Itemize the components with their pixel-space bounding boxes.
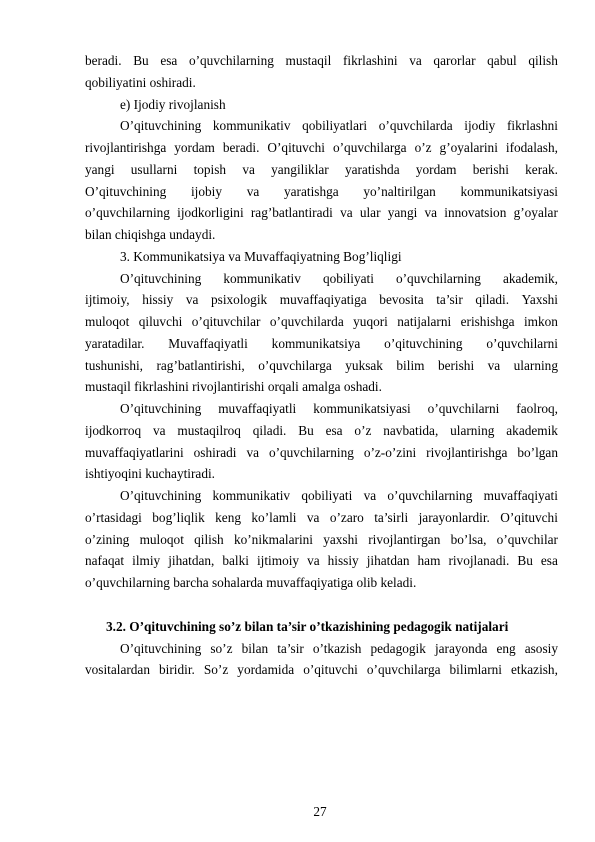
word: va <box>363 488 377 503</box>
paragraph-line: ishtiyoqini kuchaytiradi. <box>85 466 215 482</box>
word: bilan <box>241 640 269 656</box>
paragraph-line <box>85 289 558 311</box>
paragraph-line: qobiliyatini oshiradi. <box>85 74 196 90</box>
word: yaratishga <box>284 183 339 199</box>
word: va <box>340 205 353 221</box>
word: beradi. <box>222 140 260 155</box>
word: va <box>487 357 501 373</box>
word: akademik, <box>502 270 558 286</box>
word: hissiy <box>327 553 359 569</box>
word: ijodkorligini <box>177 205 244 221</box>
word: mustaqil <box>285 53 332 68</box>
paragraph-line: e) Ijodiy rivojlanish <box>120 96 226 112</box>
word: rivojlanadi. <box>448 553 510 569</box>
word: o’quvchilarda <box>378 118 453 134</box>
word: rag’batlantiradi <box>250 205 333 221</box>
word: bevosita <box>379 292 424 308</box>
word: bo’lsa, <box>450 531 487 547</box>
word: va <box>152 422 166 438</box>
word: ijtimoiy, <box>85 292 130 308</box>
word: erishishga <box>460 314 515 329</box>
word: muloqot <box>85 314 130 329</box>
word: Bu <box>298 422 314 438</box>
word: muvaffaqiyatlarini <box>85 444 184 460</box>
word: muvaffaqiyatli <box>218 401 297 416</box>
word: innovatsion <box>444 205 507 221</box>
paragraph-line <box>85 181 558 203</box>
word: berishi <box>437 357 475 373</box>
paragraph-line <box>85 115 558 137</box>
page-number: 27 <box>313 804 327 819</box>
paragraph-line <box>85 638 558 660</box>
word: o’z <box>414 140 432 155</box>
paragraph-line <box>85 529 558 551</box>
word: muloqot <box>139 531 184 547</box>
word: faolroq, <box>516 401 558 416</box>
word: yangi <box>387 205 418 221</box>
word: kommunikativ <box>212 488 291 503</box>
word: rivojlantirishga <box>85 140 167 155</box>
word: asosiy <box>524 640 558 656</box>
word: o’qituvchi <box>303 662 358 678</box>
word: ilmiy <box>132 553 161 569</box>
word: va <box>246 444 259 460</box>
word: ta’sirli <box>374 509 409 525</box>
word: imkon <box>523 314 558 329</box>
word: ham <box>417 553 441 569</box>
word: yuqori <box>353 314 388 329</box>
word: rivojlantirgan <box>368 531 441 547</box>
word: yordam <box>174 140 215 155</box>
word: kommunikativ <box>223 270 301 286</box>
word: navbatida, <box>383 422 439 438</box>
word: kommunikatsiyasi <box>460 183 558 199</box>
word: O’qituvchi <box>267 140 325 155</box>
paragraph-line <box>85 420 558 442</box>
paragraph-line <box>85 268 558 290</box>
word: yordamida <box>237 662 295 678</box>
word: berishi <box>472 161 509 177</box>
word: ko’nikmalarini <box>233 531 313 547</box>
word: ko’lamli <box>251 509 297 525</box>
word: bilim <box>396 357 425 373</box>
word: qiluvchi <box>138 314 183 329</box>
word: o’rtasidagi <box>85 509 142 525</box>
word: qiladi. <box>252 422 287 438</box>
word: keng <box>215 509 241 525</box>
word: o’quvchilarning <box>387 488 473 503</box>
paragraph-line <box>85 333 558 355</box>
word: g’oyalarini <box>439 140 498 155</box>
word: o’quvchilar <box>496 531 558 547</box>
word: Bu <box>133 53 149 68</box>
word: qilish <box>528 53 558 68</box>
paragraph-line <box>85 311 558 333</box>
word: muvaffaqiyatiga <box>279 292 367 308</box>
word: g’oyalar <box>513 205 558 221</box>
word: yangi <box>85 161 115 177</box>
word: jihatdan <box>366 553 410 569</box>
word: rivojlantirishga <box>426 444 508 460</box>
word: bilimlarni <box>449 662 502 678</box>
word: o’quvchilarning <box>268 444 354 460</box>
word: So’z <box>203 662 229 678</box>
word: o’quvchilarga <box>332 140 407 155</box>
word: vositalardan <box>85 662 150 678</box>
word: balki <box>222 553 249 569</box>
paragraph-line <box>85 442 558 464</box>
word: bog’liqlik <box>152 509 205 525</box>
word: yuksak <box>345 357 383 373</box>
word: tushunishi, <box>85 357 143 373</box>
word: yaratishda <box>344 161 400 177</box>
word: yo’naltirilgan <box>363 183 436 199</box>
word: va <box>185 292 199 308</box>
word: ijtimoiy <box>256 553 300 569</box>
word: O’qituvchining <box>120 270 202 286</box>
word: mustaqilroq <box>177 422 241 438</box>
word: qobiliyati <box>301 488 353 503</box>
word: etkazish, <box>511 662 558 678</box>
word: ijodiy <box>464 118 496 134</box>
word: Bu <box>517 553 533 569</box>
word: o’z-o’zini <box>363 444 417 460</box>
word: ularning <box>450 422 495 438</box>
word: beradi. <box>85 53 122 68</box>
word: o’tkazish <box>312 640 362 656</box>
word: o’z <box>354 422 372 438</box>
word: kerak. <box>525 161 558 177</box>
word: O’qituvchining <box>120 640 202 656</box>
word: biridir. <box>159 662 195 678</box>
word: hissiy <box>142 292 174 308</box>
word: qobiliyatlari <box>302 118 368 134</box>
word: kommunikatsiyasi <box>313 401 411 416</box>
word: esa <box>325 422 343 438</box>
word: akademik <box>506 422 558 438</box>
word: jarayonlardir. <box>418 509 490 525</box>
word: Yaxshi <box>521 292 558 308</box>
word: jarayonda <box>434 640 488 656</box>
word: fikrlashni <box>506 118 558 134</box>
word: esa <box>160 53 178 68</box>
paragraph-line <box>85 398 558 420</box>
word: va <box>409 53 422 68</box>
word: O’qituvchining <box>120 488 202 503</box>
paragraph-line: o’quvchilarning barcha sohalarda muvaffaqiyatiga olib keladi. <box>85 575 417 590</box>
word: O’qituvchining <box>85 183 167 199</box>
paragraph-line <box>85 659 558 681</box>
paragraph-line <box>85 485 558 507</box>
word: va <box>246 183 260 199</box>
word: o’qituvchining <box>384 335 463 351</box>
word: Muvaffaqiyatli <box>168 335 248 351</box>
word: va <box>306 509 320 525</box>
word: topish <box>193 161 227 177</box>
word: kommunikativ <box>212 118 291 134</box>
word: o’quvchilarning <box>85 205 170 221</box>
section-heading: 3.2. O’qituvchining so’z bilan ta’sir o’tkazishining pedagogik natijalari <box>106 618 509 634</box>
paragraph-line: 3. Kommunikatsiya va Muvaffaqiyatning Bog’liqligi <box>120 248 402 264</box>
section-spacer <box>85 594 558 616</box>
word: kommunikatsiya <box>271 335 361 351</box>
word: natijalarni <box>397 314 452 329</box>
word: ijodkorroq <box>85 422 142 438</box>
word: eng <box>496 640 516 656</box>
word: o’quvchilarning <box>395 270 481 286</box>
word: o’quvchilarni <box>486 335 558 351</box>
word: O’qituvchi <box>500 509 558 525</box>
paragraph-line <box>85 202 558 224</box>
word: muvaffaqiyati <box>483 488 558 503</box>
paragraph-line <box>85 355 558 377</box>
word: qarorlar <box>433 53 476 68</box>
word: o’quvchilarga <box>258 357 332 373</box>
word: pedagogik <box>370 640 426 656</box>
word: o’quvchilarning <box>188 53 274 68</box>
word: ular <box>359 205 381 221</box>
word: o’zining <box>85 531 130 547</box>
word: o’qituvchilar <box>191 314 261 329</box>
word: O’qituvchining <box>120 118 202 134</box>
word: yaratadilar. <box>85 335 145 351</box>
paragraph-line <box>85 550 558 572</box>
word: qilish <box>194 531 224 547</box>
word: yaxshi <box>323 531 358 547</box>
word: usullarni <box>130 161 178 177</box>
paragraph-line <box>85 507 558 529</box>
word: O’qituvchining <box>120 401 202 416</box>
word: psixologik <box>211 292 268 308</box>
word: bo’lgan <box>517 444 558 460</box>
word: yangiliklar <box>271 161 329 177</box>
word: ifodalash, <box>505 140 558 155</box>
word: yordam <box>415 161 457 177</box>
word: ularning <box>513 357 558 373</box>
word: rag’batlantirishi, <box>156 357 245 373</box>
word: nafaqat <box>85 553 125 569</box>
word: o’quvchilarda <box>269 314 344 329</box>
word: ta’sir <box>436 292 463 308</box>
word: ijobiy <box>190 183 222 199</box>
word: va <box>307 553 320 569</box>
document-body <box>85 50 558 681</box>
word: o’zaro <box>329 509 364 525</box>
paragraph-line <box>85 159 558 181</box>
paragraph-line <box>85 137 558 159</box>
word: ta’sir <box>277 640 304 656</box>
word: o’quvchilarga <box>366 662 441 678</box>
word: fikrlashini <box>342 53 398 68</box>
word: qobiliyati <box>322 270 374 286</box>
word: qabul <box>487 53 517 68</box>
word: esa <box>540 553 558 569</box>
word: oshiradi <box>193 444 237 460</box>
word: o’quvchilarni <box>427 401 500 416</box>
word: va <box>424 205 438 221</box>
paragraph-line: mustaqil fikrlashini rivojlantirishi orqali amalga oshadi. <box>85 379 382 395</box>
word: so’z <box>210 640 233 656</box>
paragraph-line <box>85 50 558 72</box>
paragraph-line: bilan chiqishga undaydi. <box>85 227 216 242</box>
word: qiladi. <box>475 292 510 308</box>
word: jihatdan, <box>168 553 215 569</box>
word: va <box>242 161 255 177</box>
